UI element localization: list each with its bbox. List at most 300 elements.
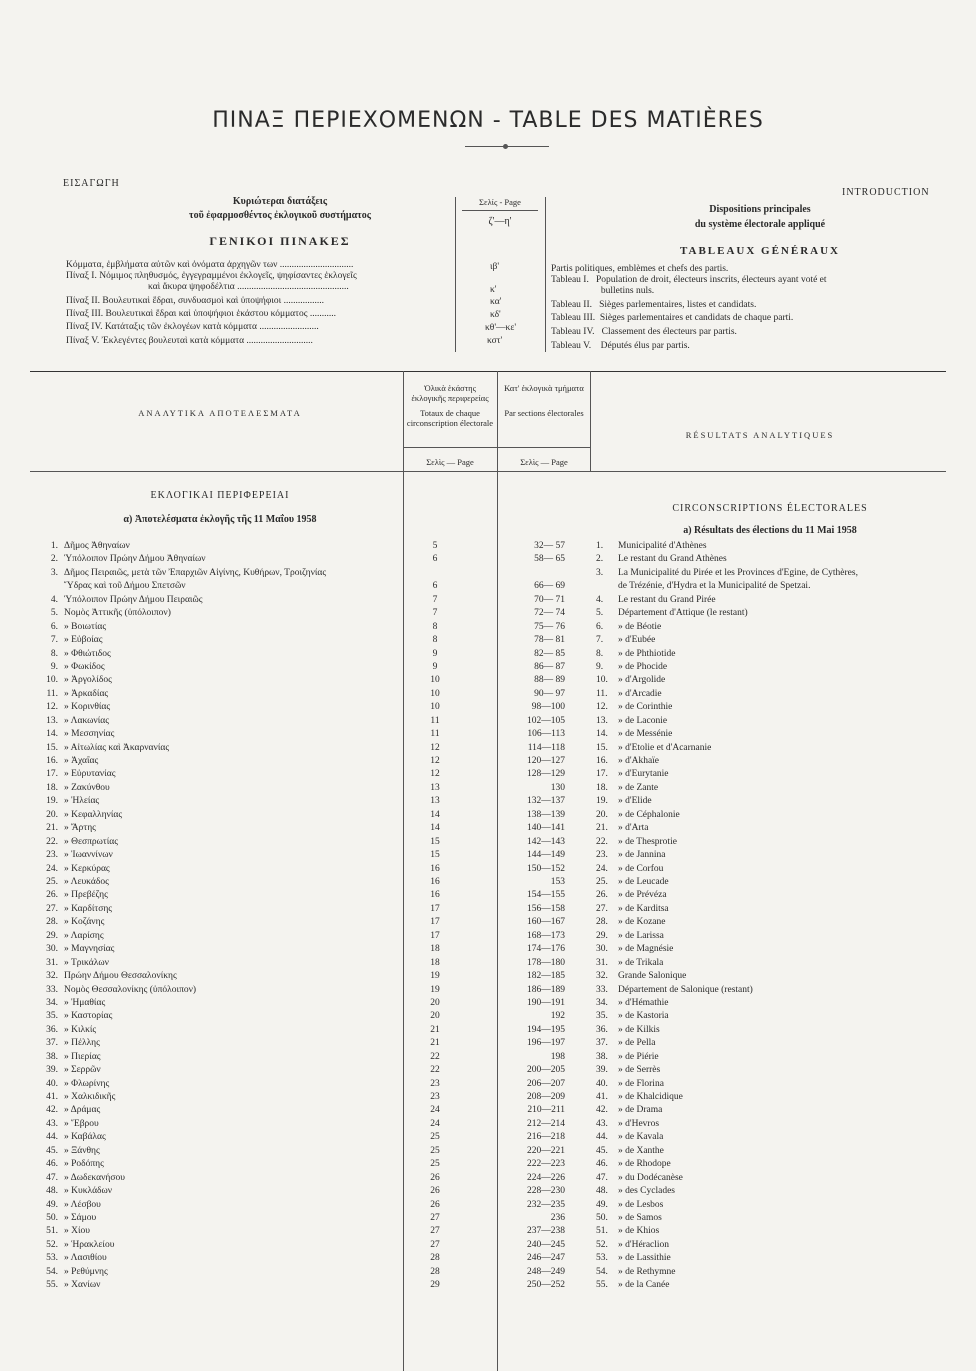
table-row xyxy=(0,689,976,703)
row-name-fr: » de Laconie xyxy=(618,716,668,726)
row-number-gr: 25. xyxy=(46,877,58,887)
row-number-fr: 2. xyxy=(596,554,604,564)
row-name-gr: » Καστορίας xyxy=(64,1011,113,1021)
table-row xyxy=(0,622,976,636)
table-row xyxy=(0,716,976,730)
row-page-total: 27 xyxy=(430,1226,440,1236)
row-page-total: 9 xyxy=(432,649,438,659)
row-page-total: 8 xyxy=(432,635,438,645)
row-number-fr: 5. xyxy=(596,608,604,618)
row-name-fr: » de Khalcidique xyxy=(618,1092,683,1102)
row-number-fr: 20. xyxy=(596,810,608,820)
row-page-sections: 150—152 xyxy=(527,864,565,874)
table-row xyxy=(0,985,976,999)
row-name-gr: » Κορινθίας xyxy=(64,702,111,712)
row-number-gr: 48. xyxy=(46,1186,58,1196)
intro-fr-item: Tableau II. Sièges parlementaires, listes et candidats. xyxy=(551,300,757,310)
row-number-gr: 3. xyxy=(50,568,58,578)
row-page-sections: 66— 69 xyxy=(534,581,565,591)
row-name-fr: Municipalité d'Athènes xyxy=(618,541,707,551)
row-number-gr: 44. xyxy=(46,1132,58,1142)
row-page-sections: 210—211 xyxy=(527,1105,565,1115)
row-name-fr: » de Kozane xyxy=(618,917,666,927)
row-name-fr: » de Messénie xyxy=(618,729,673,739)
row-name-gr: » Δωδεκανήσου xyxy=(64,1173,125,1183)
row-number-gr: 36. xyxy=(46,1025,58,1035)
row-number-fr: 53. xyxy=(596,1253,608,1263)
table-row xyxy=(0,958,976,972)
row-number-gr: 45. xyxy=(46,1146,58,1156)
row-page-sections: 78— 81 xyxy=(534,635,565,645)
row-page-total: 17 xyxy=(430,917,440,927)
row-name-gr: » Μαγνησίας xyxy=(64,944,115,954)
row-number-fr: 6. xyxy=(596,622,604,632)
results-col-rule-3 xyxy=(590,371,591,471)
row-name-gr: Δῆμος Πειραιῶς, μετὰ τῶν Ἐπαρχιῶν Αἰγίνης, Κυθήρων, Τροιζηνίας xyxy=(64,568,327,578)
row-number-fr: 49. xyxy=(596,1200,608,1210)
intro-fr-item: Tableau V. Députés élus par partis. xyxy=(551,341,690,351)
row-name-fr: » de Lesbos xyxy=(618,1200,664,1210)
row-page-total: 10 xyxy=(430,675,440,685)
row-name-fr: » d'Héraclion xyxy=(618,1240,670,1250)
row-number-fr: 10. xyxy=(596,675,608,685)
row-name-gr: » Κιλκίς xyxy=(64,1025,97,1035)
row-page-sections: 250—252 xyxy=(527,1280,565,1290)
table-row xyxy=(0,1159,976,1173)
intro-gr-item: Πίναξ V. Ἐκλεγέντες βουλευταὶ κατὰ κόμματα ............................ xyxy=(66,336,313,346)
row-page-total: 19 xyxy=(430,985,440,995)
table-row xyxy=(0,595,976,609)
row-number-fr: 26. xyxy=(596,890,608,900)
row-page-total: 9 xyxy=(432,662,438,672)
row-number-fr: 40. xyxy=(596,1079,608,1089)
table-row xyxy=(0,944,976,958)
row-number-fr: 46. xyxy=(596,1159,608,1169)
row-name-fr: » de Samos xyxy=(618,1213,662,1223)
table-row xyxy=(0,810,976,824)
table-row xyxy=(0,971,976,985)
row-name-fr: » d'Arta xyxy=(618,823,649,833)
row-name-fr: » de Xanthe xyxy=(618,1146,664,1156)
table-row xyxy=(0,783,976,797)
row-page-total: 22 xyxy=(430,1065,440,1075)
row-name-gr: » Λευκάδος xyxy=(64,877,109,887)
row-page-sections: 248—249 xyxy=(527,1267,565,1277)
table-row xyxy=(0,1038,976,1052)
row-number-gr: 47. xyxy=(46,1173,58,1183)
table-row xyxy=(0,917,976,931)
row-page-sections: 192 xyxy=(550,1011,565,1021)
row-number-gr: 31. xyxy=(46,958,58,968)
row-page-total: 25 xyxy=(430,1146,440,1156)
row-number-fr: 19. xyxy=(596,796,608,806)
row-name-gr: » Βοιωτίας xyxy=(64,622,107,632)
intro-page-ref-item: κδ' xyxy=(490,310,501,320)
row-number-fr: 11. xyxy=(596,689,608,699)
row-page-sections: 32— 57 xyxy=(534,541,565,551)
row-page-sections: 200—205 xyxy=(527,1065,565,1075)
row-name-gr: » Λακωνίας xyxy=(64,716,110,726)
row-number-fr: 31. xyxy=(596,958,608,968)
row-number-gr: 34. xyxy=(46,998,58,1008)
row-page-sections: 224—226 xyxy=(527,1173,565,1183)
row-page-total: 24 xyxy=(430,1105,440,1115)
row-name-gr: » Χίου xyxy=(64,1226,90,1236)
row-name-gr: » Ἀχαΐας xyxy=(64,756,99,766)
table-row xyxy=(0,877,976,891)
row-name-fr: » de Larissa xyxy=(618,931,664,941)
row-page-sections: 75— 76 xyxy=(534,622,565,632)
row-name-gr: » Εὐβοίας xyxy=(64,635,103,645)
row-name-gr: » Φθιώτιδος xyxy=(64,649,111,659)
table-row xyxy=(0,1146,976,1160)
row-page-total: 18 xyxy=(430,958,440,968)
table-row xyxy=(0,581,976,595)
row-name-fr: » de Céphalonie xyxy=(618,810,680,820)
row-number-gr: 23. xyxy=(46,850,58,860)
row-page-sections: 182—185 xyxy=(527,971,565,981)
row-page-sections: 114—118 xyxy=(527,743,565,753)
row-name-fr: » de Corfou xyxy=(618,864,664,874)
table-row xyxy=(0,1105,976,1119)
row-page-total: 15 xyxy=(430,850,440,860)
intro-page-ref: ζ'—η' xyxy=(488,216,512,227)
row-name-gr: » Ἠλείας xyxy=(64,796,100,806)
intro-gr-item: Πίναξ I. Νόμιμος πληθυσμός, ἐγγεγραμμένοι ἐκλογεῖς, ψηφίσαντες ἐκλογεῖς xyxy=(66,271,357,281)
row-number-fr: 52. xyxy=(596,1240,608,1250)
intro-gr-item: Πίναξ IV. Κατάταξις τῶν ἐκλογέων κατὰ κόμματα ......................... xyxy=(66,322,319,332)
row-name-gr: » Μεσσηνίας xyxy=(64,729,115,739)
row-name-gr: » Θεσπρωτίας xyxy=(64,837,118,847)
table-row xyxy=(0,568,976,582)
row-number-gr: 17. xyxy=(46,769,58,779)
table-row xyxy=(0,1253,976,1267)
row-page-total: 23 xyxy=(430,1079,440,1089)
row-page-sections: 98—100 xyxy=(531,702,565,712)
row-number-gr: 33. xyxy=(46,985,58,995)
intro-page-ref-item: ιβ' xyxy=(490,262,500,272)
row-number-fr: 36. xyxy=(596,1025,608,1035)
row-page-sections: 102—105 xyxy=(527,716,565,726)
row-name-fr: Département de Salonique (restant) xyxy=(618,985,753,995)
row-number-fr: 16. xyxy=(596,756,608,766)
row-number-gr: 53. xyxy=(46,1253,58,1263)
row-name-fr: Le restant du Grand Pirée xyxy=(618,595,716,605)
intro-fr-item: bulletins nuls. xyxy=(551,286,655,296)
row-number-gr: 18. xyxy=(46,783,58,793)
intro-gr-item: Κόμματα, ἐμβλήματα αὐτῶν καὶ ὀνόματα ἀρχηγῶν των ............................... xyxy=(66,260,354,270)
row-number-fr: 3. xyxy=(596,568,604,578)
row-number-fr: 42. xyxy=(596,1105,608,1115)
row-name-gr: » Σάμου xyxy=(64,1213,97,1223)
row-page-sections: 208—209 xyxy=(527,1092,565,1102)
row-page-total: 7 xyxy=(432,595,438,605)
row-name-gr: » Πέλλης xyxy=(64,1038,100,1048)
row-name-fr: » de Leucade xyxy=(618,877,669,887)
table-row xyxy=(0,904,976,918)
row-name-fr: » d'Hémathie xyxy=(618,998,669,1008)
table-row xyxy=(0,675,976,689)
results-col2-fr: Par sections électorales xyxy=(504,408,584,418)
row-name-gr: » Ἕβρου xyxy=(64,1119,99,1129)
table-row xyxy=(0,837,976,851)
row-number-fr: 44. xyxy=(596,1132,608,1142)
table-row xyxy=(0,702,976,716)
row-number-fr: 21. xyxy=(596,823,608,833)
row-name-gr: » Φωκίδος xyxy=(64,662,105,672)
row-number-fr: 18. xyxy=(596,783,608,793)
row-page-sections: 120—127 xyxy=(527,756,565,766)
row-page-sections: 216—218 xyxy=(527,1132,565,1142)
table-row xyxy=(0,998,976,1012)
table-row xyxy=(0,931,976,945)
table-row xyxy=(0,890,976,904)
row-name-fr: » de Florina xyxy=(618,1079,664,1089)
table-row xyxy=(0,1092,976,1106)
row-page-total: 21 xyxy=(430,1038,440,1048)
table-row xyxy=(0,1200,976,1214)
row-name-gr: » Κυκλάδων xyxy=(64,1186,113,1196)
row-number-fr: 34. xyxy=(596,998,608,1008)
row-name-fr: » de Drama xyxy=(618,1105,663,1115)
row-number-fr: 32. xyxy=(596,971,608,981)
table-row xyxy=(0,1280,976,1294)
table-row xyxy=(0,1226,976,1240)
row-number-gr: 2. xyxy=(50,554,58,564)
row-page-sections: 70— 71 xyxy=(534,595,565,605)
title-divider-ornament xyxy=(503,144,508,149)
intro-page-ref-item: κθ'—κε' xyxy=(485,323,517,333)
row-number-fr: 48. xyxy=(596,1186,608,1196)
row-page-total: 26 xyxy=(430,1173,440,1183)
row-name-gr: » Ζακύνθου xyxy=(64,783,110,793)
row-number-gr: 43. xyxy=(46,1119,58,1129)
row-page-sections: 220—221 xyxy=(527,1146,565,1156)
row-name-gr: Νομὸς Θεσσαλονίκης (ὑπόλοιπον) xyxy=(64,985,197,995)
row-number-gr: 9. xyxy=(50,662,58,672)
row-name-gr: » Ξάνθης xyxy=(64,1146,100,1156)
results-col1-page-label: Σελὶς — Page xyxy=(426,457,474,467)
row-name-gr: » Ἀργολίδος xyxy=(64,675,112,685)
intro-page-ref-item: κα' xyxy=(490,297,502,307)
row-page-total: 15 xyxy=(430,837,440,847)
row-name-gr: » Δράμας xyxy=(64,1105,101,1115)
row-page-sections: 222—223 xyxy=(527,1159,565,1169)
table-row xyxy=(0,1079,976,1093)
row-name-fr: » de Rhodope xyxy=(618,1159,671,1169)
row-name-fr: » d'Elide xyxy=(618,796,652,806)
row-page-total: 26 xyxy=(430,1200,440,1210)
row-number-fr: 47. xyxy=(596,1173,608,1183)
row-number-fr: 15. xyxy=(596,743,608,753)
row-page-sections: 228—230 xyxy=(527,1186,565,1196)
results-heading-gr: ΑΝΑΛΥΤΙΚΑ ΑΠΟΤΕΛΕΣΜΑΤΑ xyxy=(138,408,302,418)
row-name-fr: » de Lassithie xyxy=(618,1253,671,1263)
row-page-total: 25 xyxy=(430,1132,440,1142)
results-header-bottom-rule xyxy=(30,471,946,472)
row-number-gr: 20. xyxy=(46,810,58,820)
table-row xyxy=(0,1025,976,1039)
row-number-fr: 27. xyxy=(596,904,608,914)
table-row xyxy=(0,756,976,770)
results-top-rule xyxy=(30,371,946,372)
row-number-fr: 4. xyxy=(596,595,604,605)
row-page-total: 12 xyxy=(430,756,440,766)
row-name-gr: Ὕδρας καὶ τοῦ Δήμου Σπετσῶν xyxy=(64,581,186,591)
row-page-sections: 106—113 xyxy=(527,729,565,739)
row-page-total: 10 xyxy=(430,689,440,699)
row-page-total: 6 xyxy=(432,554,438,564)
row-name-fr: La Municipalité du Pirée et les Provinces d'Égine, de Cythères, xyxy=(618,568,858,578)
row-page-sections: 236 xyxy=(550,1213,565,1223)
table-row xyxy=(0,1213,976,1227)
row-number-gr: 1. xyxy=(50,541,58,551)
row-number-fr: 37. xyxy=(596,1038,608,1048)
row-name-fr: » de Thesprotie xyxy=(618,837,677,847)
row-page-total: 8 xyxy=(432,622,438,632)
results-heading-fr: RÉSULTATS ANALYTIQUES xyxy=(685,430,835,440)
row-number-fr: 24. xyxy=(596,864,608,874)
row-number-gr: 22. xyxy=(46,837,58,847)
row-name-gr: Ὑπόλοιπον Πρώην Δήμου Ἀθηναίων xyxy=(64,554,206,564)
row-page-sections: 240—245 xyxy=(527,1240,565,1250)
row-page-sections: 190—191 xyxy=(527,998,565,1008)
row-number-gr: 7. xyxy=(50,635,58,645)
row-name-fr: » d'Arcadie xyxy=(618,689,662,699)
section-heading-fr: CIRCONSCRIPTIONS ÉLECTORALES xyxy=(672,503,868,514)
row-number-fr: 28. xyxy=(596,917,608,927)
row-page-total: 28 xyxy=(430,1267,440,1277)
row-name-gr: » Ἰωαννίνων xyxy=(64,850,113,860)
row-page-sections: 90— 97 xyxy=(534,689,565,699)
row-name-fr: » de Pella xyxy=(618,1038,656,1048)
row-page-sections: 140—141 xyxy=(527,823,565,833)
row-name-gr: Ὑπόλοιπον Πρώην Δήμου Πειραιῶς xyxy=(64,595,203,605)
row-number-gr: 37. xyxy=(46,1038,58,1048)
row-number-fr: 43. xyxy=(596,1119,608,1129)
row-number-fr: 22. xyxy=(596,837,608,847)
row-name-fr: » de Kilkis xyxy=(618,1025,660,1035)
row-name-gr: » Λαρίσης xyxy=(64,931,104,941)
row-number-gr: 55. xyxy=(46,1280,58,1290)
row-number-fr: 7. xyxy=(596,635,604,645)
row-name-fr: » des Cyclades xyxy=(618,1186,675,1196)
table-row xyxy=(0,743,976,757)
row-name-gr: » Ἄρτης xyxy=(64,823,96,833)
row-number-gr: 13. xyxy=(46,716,58,726)
row-page-sections: 237—238 xyxy=(527,1226,565,1236)
row-page-sections: 153 xyxy=(550,877,565,887)
row-name-gr: » Χαλκιδικῆς xyxy=(64,1092,116,1102)
intro-label-gr: ΕΙΣΑΓΩΓΗ xyxy=(63,178,120,189)
row-page-total: 13 xyxy=(430,783,440,793)
row-name-fr: » d'Hevros xyxy=(618,1119,660,1129)
row-number-fr: 55. xyxy=(596,1280,608,1290)
row-name-gr: » Κοζάνης xyxy=(64,917,105,927)
row-page-sections: 198 xyxy=(550,1052,565,1062)
row-name-fr: » de Serrès xyxy=(618,1065,661,1075)
table-row xyxy=(0,1132,976,1146)
row-number-gr: 14. xyxy=(46,729,58,739)
row-page-total: 6 xyxy=(432,581,438,591)
row-page-sections: 138—139 xyxy=(527,810,565,820)
row-number-gr: 46. xyxy=(46,1159,58,1169)
row-name-fr: » de Béotie xyxy=(618,622,662,632)
row-page-total: 24 xyxy=(430,1119,440,1129)
row-name-gr: » Λασιθίου xyxy=(64,1253,107,1263)
row-number-fr: 8. xyxy=(596,649,604,659)
row-number-gr: 15. xyxy=(46,743,58,753)
table-row xyxy=(0,729,976,743)
row-number-gr: 49. xyxy=(46,1200,58,1210)
row-page-sections: 142—143 xyxy=(527,837,565,847)
table-row xyxy=(0,541,976,555)
row-page-sections: 130 xyxy=(550,783,565,793)
row-name-gr: » Καρδίτσης xyxy=(64,904,113,914)
row-number-fr: 1. xyxy=(596,541,604,551)
row-number-gr: 50. xyxy=(46,1213,58,1223)
row-number-gr: 40. xyxy=(46,1079,58,1089)
row-name-gr: » Ἠμαθίας xyxy=(64,998,106,1008)
intro-page-header: Σελίς - Page xyxy=(479,197,521,207)
row-page-sections: 88— 89 xyxy=(534,675,565,685)
row-name-fr: » de Phocide xyxy=(618,662,668,672)
row-name-fr: de Trézénie, d'Hydra et la Municipalité de Spetzai. xyxy=(618,581,811,591)
row-page-sections: 58— 65 xyxy=(534,554,565,564)
row-number-gr: 29. xyxy=(46,931,58,941)
row-name-gr: Πρώην Δήμου Θεσσαλονίκης xyxy=(64,971,177,981)
row-number-fr: 29. xyxy=(596,931,608,941)
table-row xyxy=(0,1267,976,1281)
row-page-total: 14 xyxy=(430,810,440,820)
intro-fr-item: Tableau III. Sièges parlementaires et candidats de chaque parti. xyxy=(551,313,794,323)
row-number-gr: 28. xyxy=(46,917,58,927)
table-row xyxy=(0,1052,976,1066)
row-page-total: 16 xyxy=(430,877,440,887)
row-name-gr: » Ρεθύμνης xyxy=(64,1267,108,1277)
row-number-gr: 16. xyxy=(46,756,58,766)
row-number-gr: 11. xyxy=(46,689,58,699)
row-page-sections: 186—189 xyxy=(527,985,565,995)
row-number-gr: 12. xyxy=(46,702,58,712)
row-page-total: 27 xyxy=(430,1213,440,1223)
row-number-gr: 27. xyxy=(46,904,58,914)
row-page-total: 29 xyxy=(430,1280,440,1290)
intro-gr-heading-2: τοῦ ἐφαρμοσθέντος ἐκλογικοῦ συστήματος xyxy=(188,210,372,221)
row-number-fr: 25. xyxy=(596,877,608,887)
row-number-fr: 45. xyxy=(596,1146,608,1156)
row-name-fr: » de la Canée xyxy=(618,1280,670,1290)
row-page-sections: 132—137 xyxy=(527,796,565,806)
intro-gr-heading-1: Κυριώτεραι διατάξεις xyxy=(232,196,328,207)
table-row xyxy=(0,1240,976,1254)
row-page-total: 20 xyxy=(430,998,440,1008)
row-number-fr: 12. xyxy=(596,702,608,712)
intro-fr-heading-1: Dispositions principales xyxy=(709,204,811,215)
row-page-total: 28 xyxy=(430,1253,440,1263)
row-name-fr: » de Piérie xyxy=(618,1052,659,1062)
section-sub-gr: α) Ἀποτελέσματα ἐκλογῆς τῆς 11 Μαΐου 1958 xyxy=(123,514,317,525)
table-row xyxy=(0,823,976,837)
intro-label-fr: INTRODUCTION xyxy=(842,187,930,198)
row-name-gr: Νομὸς Ἀττικῆς (ὑπόλοιπον) xyxy=(64,608,171,618)
intro-fr-item: Tableau I. Population de droit, électeurs inscrits, électeurs ayant voté et xyxy=(551,275,827,285)
intro-page-ref-item: κστ' xyxy=(487,336,503,346)
row-page-total: 13 xyxy=(430,796,440,806)
intro-fr-item: Partis politiques, emblèmes et chefs des partis. xyxy=(551,264,729,274)
row-number-fr: 23. xyxy=(596,850,608,860)
row-name-gr: » Πρεβέζης xyxy=(64,890,108,900)
